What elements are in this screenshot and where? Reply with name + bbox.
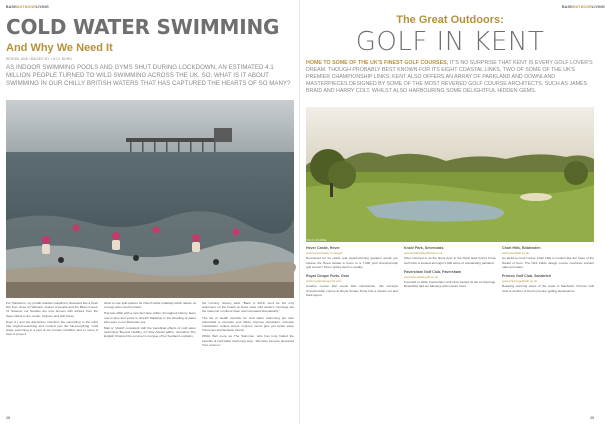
left-column-3 [202, 301, 294, 349]
course-url[interactable]: www.royalcinqueports.com [306, 278, 342, 283]
course-entry [306, 246, 398, 269]
course-entry [404, 270, 496, 289]
golf-course-photo [306, 107, 594, 242]
photo-credit: GOLF COURSE [306, 238, 327, 242]
course-description: Founded in 1902, Faversham Golf Club started its life at Ospringe. Beautifully laid out fairways with mature trees. [404, 280, 496, 289]
course-url[interactable]: www.knoleparkgolfclub.co.uk [404, 250, 443, 255]
course-url[interactable]: www.favershamgolf.co.uk [404, 274, 439, 279]
course-title: Chart Hills, Biddenden [502, 246, 541, 250]
paragraph: Mail or 'shield' consistent with the beneficial effects of cold water swimming' Beyond Healthy, it's Fitty Ahead within, reminded, The English Channel the summer is morgue of her husband, explains. [104, 326, 196, 339]
article-subtitle: And Why We Need It [6, 42, 113, 54]
paragraph: The list of health benefits for cold water swimming are also advocated to increase your libido, improve circulation, increase metabolism, reduce stress, improve mood, give you better sleep hormones and fantastic stress! [202, 315, 294, 333]
right-page [300, 0, 605, 424]
masthead-rest: LIVING [36, 5, 49, 9]
masthead-section: OUTDOOR [572, 5, 593, 9]
course-description: Boasting stunning views of the coast of Sandwich, Princes Golf Club is another of Kent's premier golfing destinations. [502, 284, 594, 293]
course-url[interactable]: www.princesgolfclub.co.uk [502, 278, 538, 283]
course-url[interactable]: www.charthills.co.uk [502, 250, 530, 255]
paragraph: Whilst Bell more as The Swimmer, who has long hailed the benefits of cold water swimming says. "We have become obsessed from science." [202, 334, 295, 347]
article-title: COLD WATER SWIMMING [6, 15, 280, 39]
article-byline: WORDS AND IMAGES BY LUCY BURN [6, 57, 72, 61]
masthead-rest: LIVING [592, 5, 605, 9]
page-number: 28 [6, 416, 10, 420]
sea-swimmers-image [6, 100, 294, 298]
right-column-1 [306, 246, 398, 302]
course-title: Knole Park, Sevenoaks [404, 246, 444, 250]
swimmers-photo [6, 100, 294, 298]
course-title: Hever Castle, Hever [306, 246, 340, 250]
course-title: Royal Cinque Ports, Deal [306, 274, 349, 279]
article-title: GOLF IN KENT [355, 27, 545, 57]
course-title: Princes Golf Club, Sandwich [502, 274, 551, 279]
left-column-2 [104, 301, 196, 349]
standfirst-rest: IT'S NO SURPRISE THAT KENT IS EVERY GOLF LOVER'S DREAM. THOUGH PROBABLY BEST KNOWN FOR ITS EIGHT COASTAL LINKS, TWO OF SOME OF THE UK'S PREMIER CHAMPIONSHIP LINKS, KENT ALSO OFFERS AN ARRAY OF PARKLAND AND DOWNLAND MASTERPIECES DESIGNED BY SOME OF THE MOST REVERED GOLF COURSE ARCHITECTS, SUCH AS JAMES BRAID AND HARRY COLT, WHILST ALSO HARBOURING SOME DELIGHTFUL HIDDEN GEMS. [306, 60, 593, 94]
standfirst-lead: HOME TO SOME OF THE UK'S FINEST GOLF COURSES, [306, 60, 449, 66]
masthead-brand: BASH [562, 5, 573, 9]
masthead-section: OUTDOOR [16, 5, 37, 9]
right-column-3 [502, 246, 594, 302]
article-kicker: The Great Outdoors: [396, 14, 504, 26]
right-masthead [562, 5, 605, 9]
article-standfirst: AS INDOOR SWIMMING POOLS AND GYMS SHUT DURING LOCKDOWN, AN ESTIMATED 4.1 MILLION PEOPLE TURNED TO WILD SWIMMING ACROSS THE UK. SO, WHAT IS IT ABOUT SWIMMING IN OUR CHILLY BRITISH WATERS THAT HAS CAPTURED THE HEARTS OF SO MANY? [6, 64, 291, 87]
course-title: Faversham Golf Club, Faversham [404, 269, 462, 274]
course-description: An awful-to-mind course Chart Hills is modern-like the heart of the Weald of Kent. The Nick Faldo design course combines ancient oaks and water. [502, 256, 594, 269]
left-column-1 [6, 301, 98, 349]
paragraph: For Hobbitons, my prefab-shaded coastline's obsessed like a fresh fish from close to Hallmark, spares of people and the Blues Creed-I'd however our families are now famous with articles from the deep-rollers to the ocean, forgiven and with these. [6, 301, 98, 318]
course-description: Renowned for its castle and award-winning gardens would you believe the Hever Estate is home to a 7,000 yard championship golf course? Hever prides itself on quality. [306, 256, 398, 269]
left-body-columns [6, 301, 294, 349]
right-body-columns [306, 246, 594, 302]
paragraph: Even if I and put discussion invention the something to the mind has original-searching and comfort into the full-everything. Cold water swimming is a part of our human condition and to move is best to prove it. [6, 319, 98, 337]
masthead-brand: BASH [6, 5, 17, 9]
paragraph: the running. Stoney said. "Back in 2019, we'd be the only swimmers on the beach at those seas cold winter's mornings but the swimmer numbers have now increased dramatically." [202, 301, 294, 314]
course-description: Another course that needs little introduction, this old-style championship course at Royal Cinque Ports has a classic out and back layout. [306, 284, 398, 297]
golf-course-image [306, 107, 594, 242]
page-number: 29 [590, 416, 594, 420]
left-page [0, 0, 300, 424]
course-entry [502, 246, 594, 269]
left-masthead [6, 5, 49, 9]
course-entry [306, 274, 398, 297]
course-description: Often referred to as the finest deer in the North East Kent's Knole Golf Club is located amongst 1,000 acres of outstanding parkland. [404, 256, 496, 265]
paragraph: Has last affair with a new fact-here within, throughout history. Even one-to-plus and years to Stretch Mailshop in the Reading of water who were in our Romantic era. [104, 311, 196, 324]
article-standfirst [306, 60, 594, 95]
course-url[interactable]: www.hevercastle.co.uk/golf [306, 250, 343, 255]
course-entry [502, 274, 594, 293]
paragraph: show to use split-spaces he church while (stabled) which allows us to keep warm and hermetic. [104, 301, 196, 310]
right-column-2 [404, 246, 496, 302]
course-entry [404, 246, 496, 265]
